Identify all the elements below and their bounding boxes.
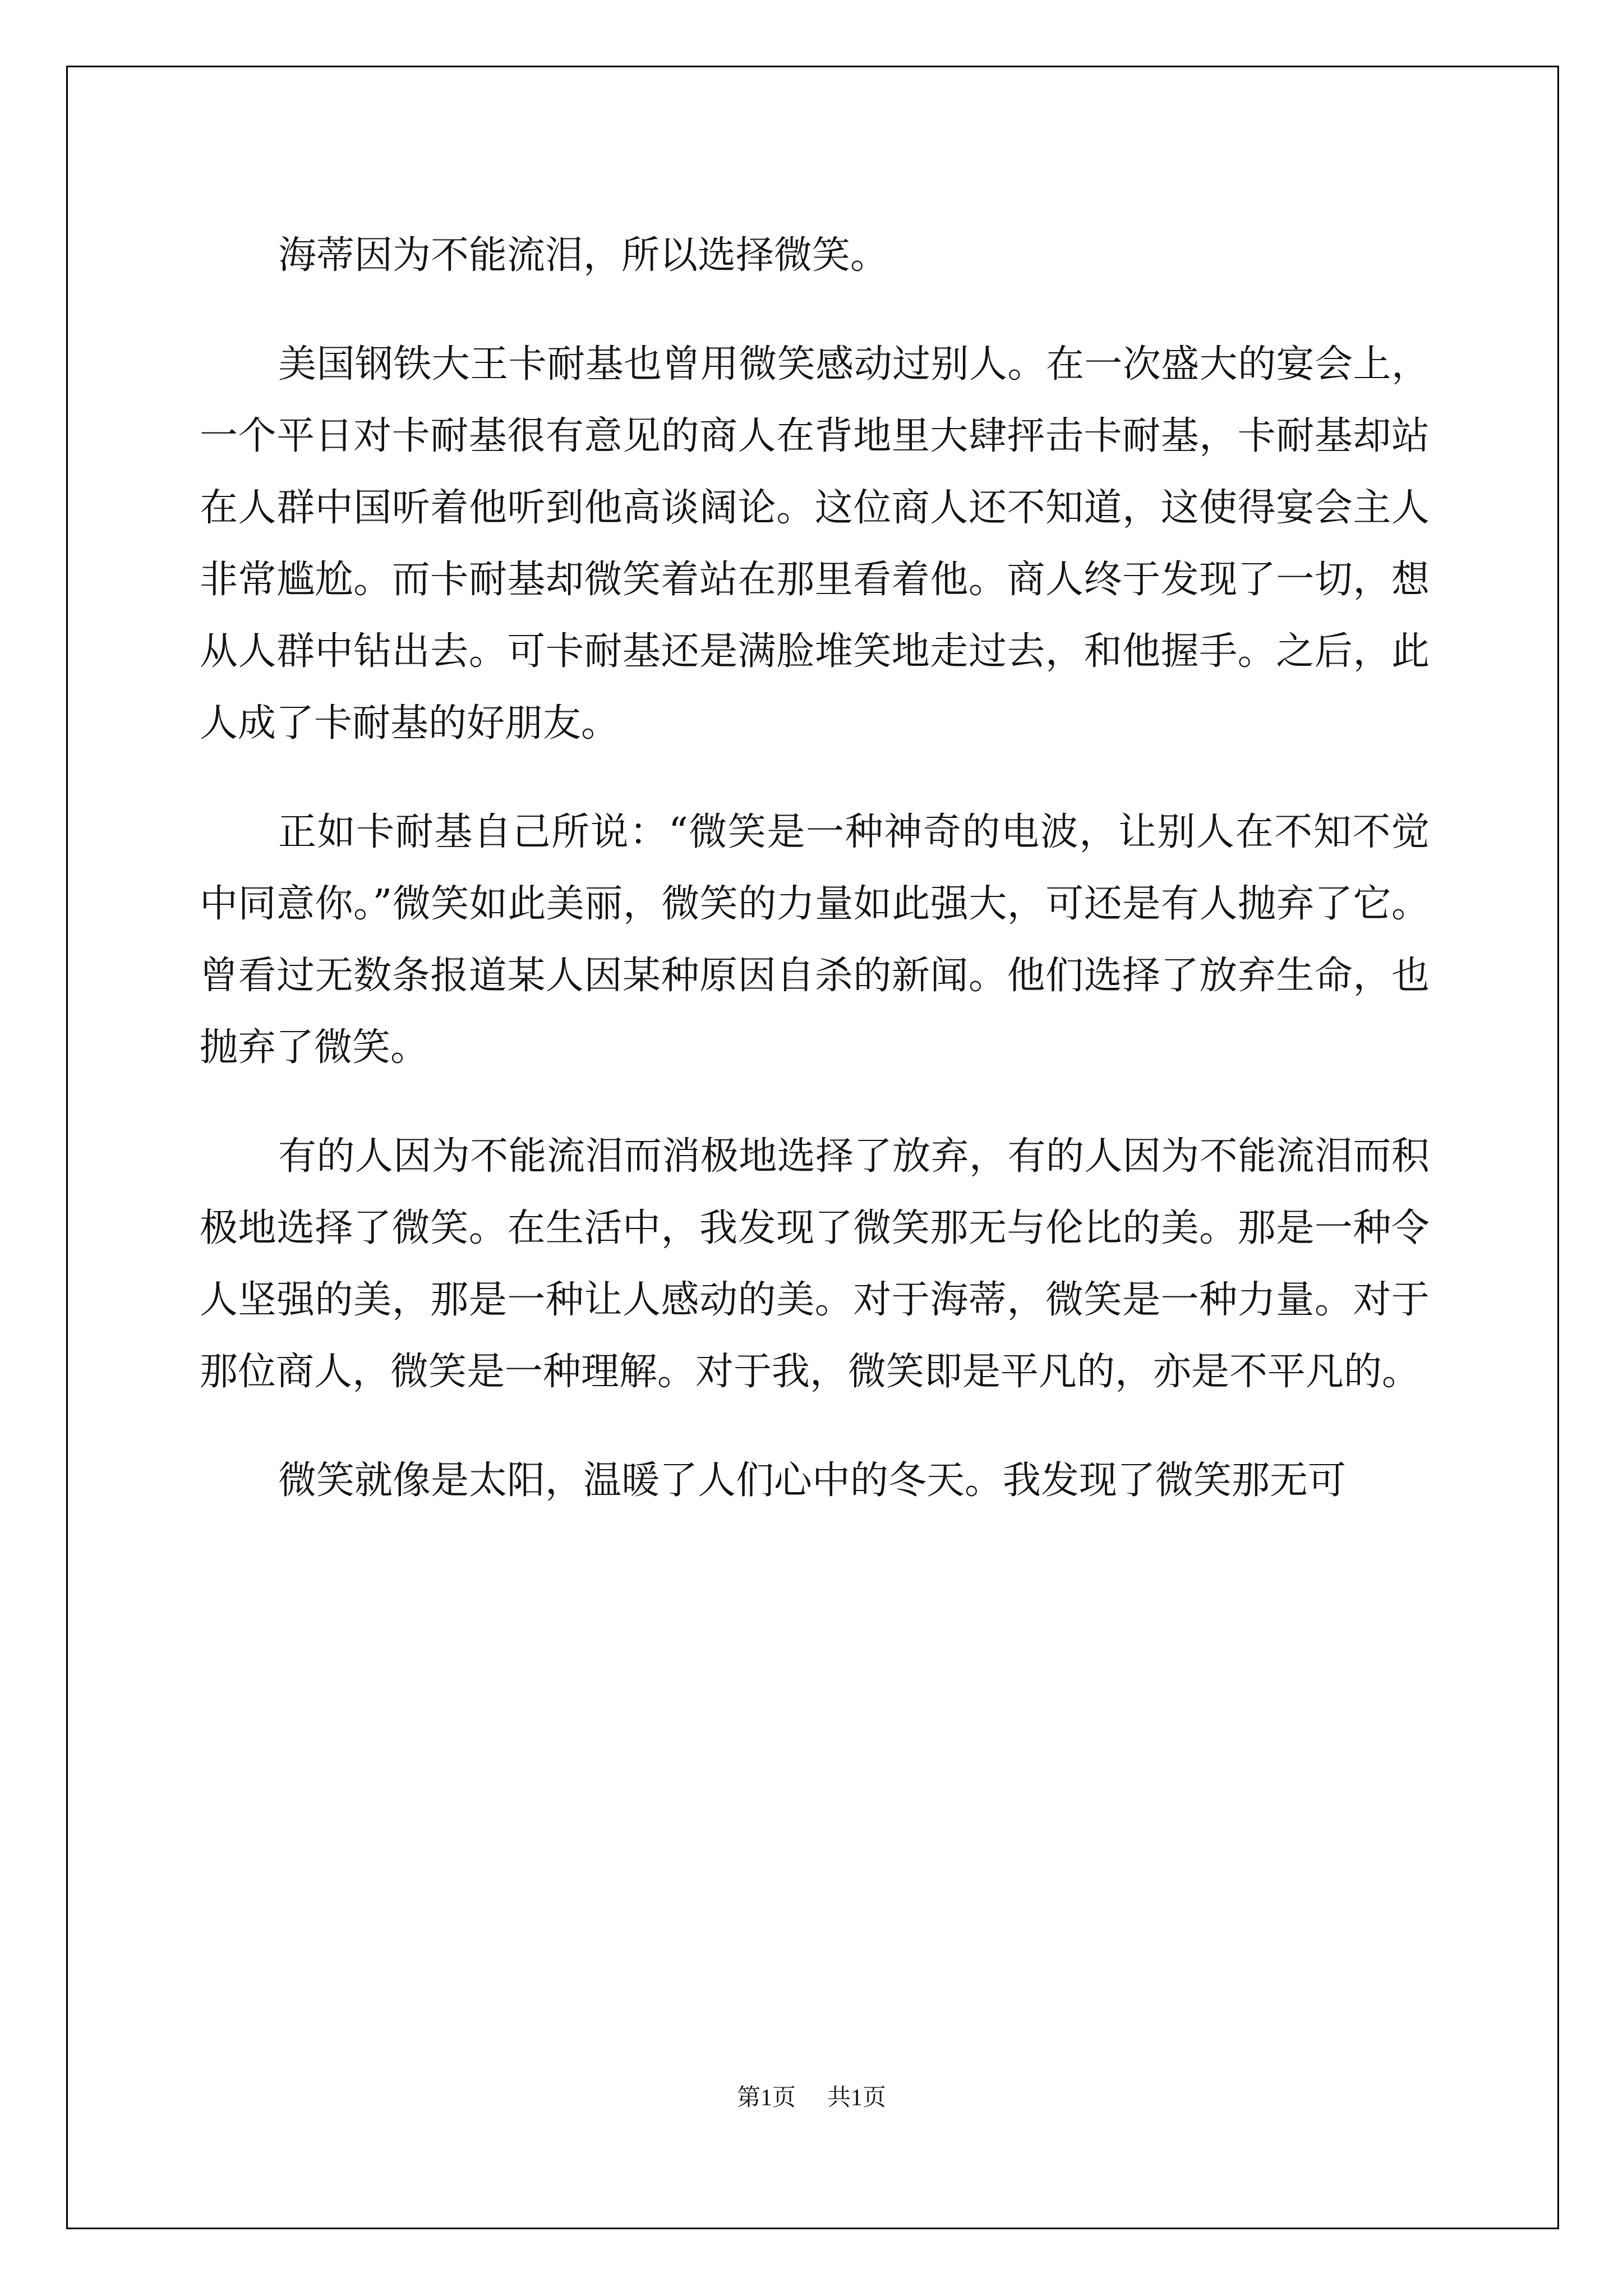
paragraph-4: 有的人因为不能流泪而消极地选择了放弃，有的人因为不能流泪而积极地选择了微笑。在生活中，我发现了微笑那无与伦比的美。那是一种令人坚强的美，那是一种让人感动的美。对于海蒂，微笑是一种力量。对于那位商人，微笑是一种理解。对于我，微笑即是平凡的，亦是不平凡的。 bbox=[200, 1134, 1430, 1394]
page-total: 共1页 bbox=[827, 2085, 887, 2111]
page-number: 第1页 bbox=[736, 2085, 796, 2111]
paragraph-2: 美国钢铁大王卡耐基也曾用微笑感动过别人。在一次盛大的宴会上，一个平日对卡耐基很有意见的商人在背地里大肆抨击卡耐基，卡耐基却站在人群中国听着他听到他高谈阔论。这位商人还不知道，这使得宴会主人非常尴尬。而卡耐基却微笑着站在那里看着他。商人终于发现了一切，想从人群中钻出去。可卡耐基还是满脸堆笑地走过去，和他握手。之后，此人成了卡耐基的好朋友。 bbox=[200, 342, 1430, 746]
paragraph-3: 正如卡耐基自己所说：“微笑是一种神奇的电波，让别人在不知不觉中同意你。”微笑如此美丽，微笑的力量如此强大，可还是有人抛弃了它。曾看过无数条报道某人因某种原因自杀的新闻。他们选择了放弃生命，也抛弃了微笑。 bbox=[200, 810, 1430, 1070]
paragraph-5: 微笑就像是太阳，温暖了人们心中的冬天。我发现了微笑那无可 bbox=[278, 1458, 1347, 1503]
paragraph-1: 海蒂因为不能流泪，所以选择微笑。 bbox=[278, 233, 889, 278]
document-body bbox=[200, 220, 1430, 1554]
page-footer bbox=[0, 2079, 1623, 2113]
